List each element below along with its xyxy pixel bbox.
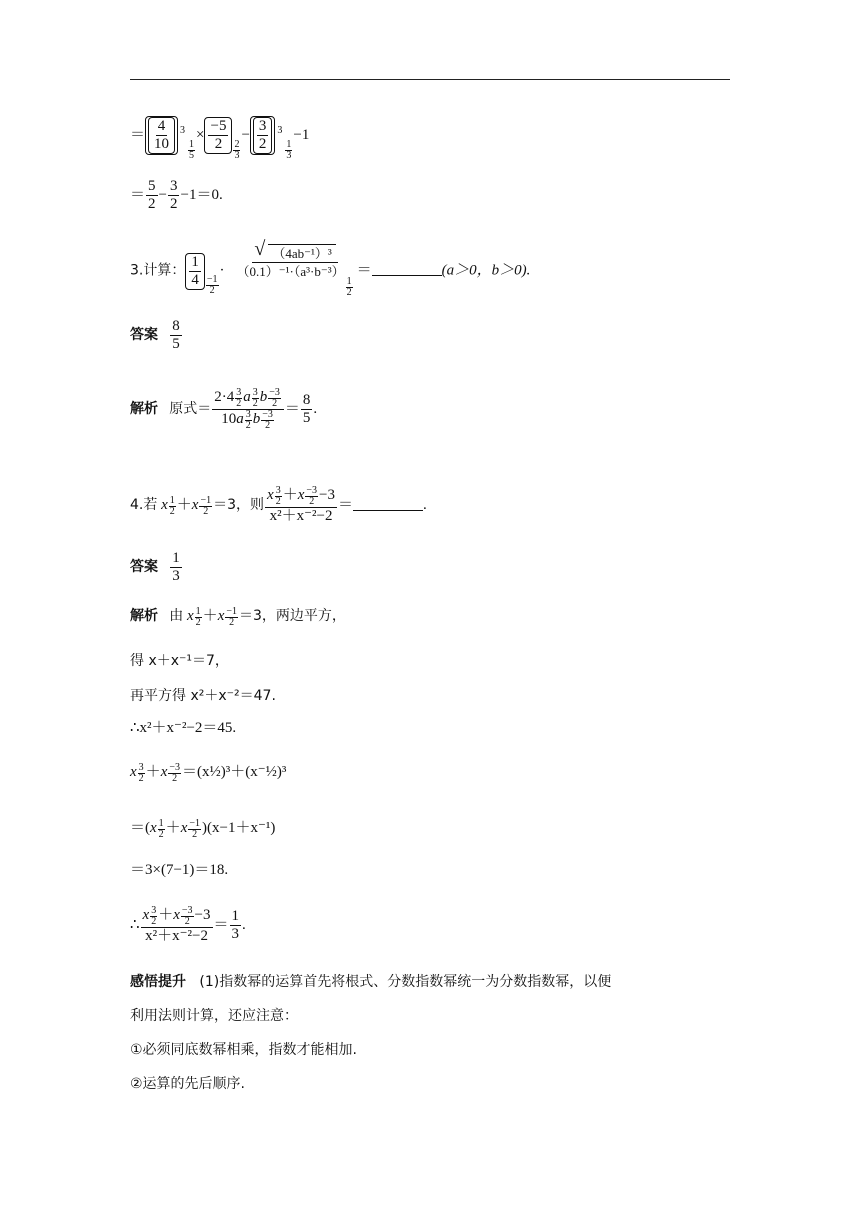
answer-4: 答案 $\frac{1}{3}$ bbox=[130, 550, 180, 584]
solution-line-3: ∴x²＋x⁻²−2＝45. bbox=[130, 720, 237, 736]
insight-item-2: ②运算的先后顺序. bbox=[130, 1076, 246, 1092]
solution-3: 解析 原式＝ 2·4 $\frac{3}{2}$ a $\frac{3}{2}$ b $\frac{-3}{2}$ 10a $\frac{3}{2}$ b $\frac{-3}{2}$ ＝ $\frac{8}{5}$ . bbox=[130, 387, 318, 431]
solution-line-2: 再平方得 x²＋x⁻²＝47. bbox=[130, 688, 276, 704]
solution-final: ∴ x $\frac{3}{2}$ ＋x $\frac{-3}{2}$ −3 x²＋x⁻²−2 ＝ $\frac{1}{3}$ . bbox=[130, 905, 246, 944]
answer-blank[interactable] bbox=[372, 261, 442, 276]
solution-line-6: ＝3×(7−1)＝18. bbox=[130, 862, 229, 878]
header-rule bbox=[130, 79, 730, 80]
insight-item-1: ①必须同底数幂相乘，指数才能相加. bbox=[130, 1042, 358, 1058]
solution-line-1: 得 x＋x⁻¹＝7， bbox=[130, 653, 229, 669]
question-4: 4.若 x $\frac{1}{2}$ ＋x $\frac{-1}{2}$ ＝3，则 x $\frac{3}{2}$ ＋x $\frac{-3}{2}$ −3 x²＋x⁻²−2 ＝ . bbox=[130, 485, 427, 524]
insight-line-2: 利用法则计算，还应注意： bbox=[130, 1008, 298, 1024]
insight-line-1: 感悟提升 (1)指数幂的运算首先将根式、分数指数幂统一为分数指数幂，以便 bbox=[130, 974, 612, 990]
equation-line-2: ＝ $\frac{5}{2}$ − $\frac{3}{2}$ −1＝0. bbox=[130, 178, 223, 212]
solution-line-4: x $\frac{3}{2}$ ＋x $\frac{-3}{2}$ ＝(x½)³＋(x⁻½)³ bbox=[130, 762, 287, 784]
equation-line-1: ＝ $\frac{4}{10}$ 3 $\frac{1}{5}$ × $\frac{-5}{2}$ $\frac{2}{3}$ − $\frac{3}{2}$ 3 $\frac{1}{3}$ −1 bbox=[130, 118, 310, 161]
answer-3: 答案 $\frac{8}{5}$ bbox=[130, 318, 180, 352]
solution-line-5: ＝(x $\frac{1}{2}$ ＋x $\frac{-1}{2}$ )(x−1＋x⁻¹) bbox=[130, 818, 276, 840]
question-3: 3.计算： $\frac{1}{4}$ $\frac{-1}{2}$ · √ （4ab⁻¹）³ （0.1）⁻¹·（a³·b⁻³） $\frac{1}{2}$ ＝ (a＞0，b＞0). bbox=[130, 244, 530, 298]
answer-blank-4[interactable] bbox=[353, 496, 423, 511]
solution-4: 解析 由 x $\frac{1}{2}$ ＋x $\frac{-1}{2}$ ＝3，两边平方， bbox=[130, 606, 346, 628]
